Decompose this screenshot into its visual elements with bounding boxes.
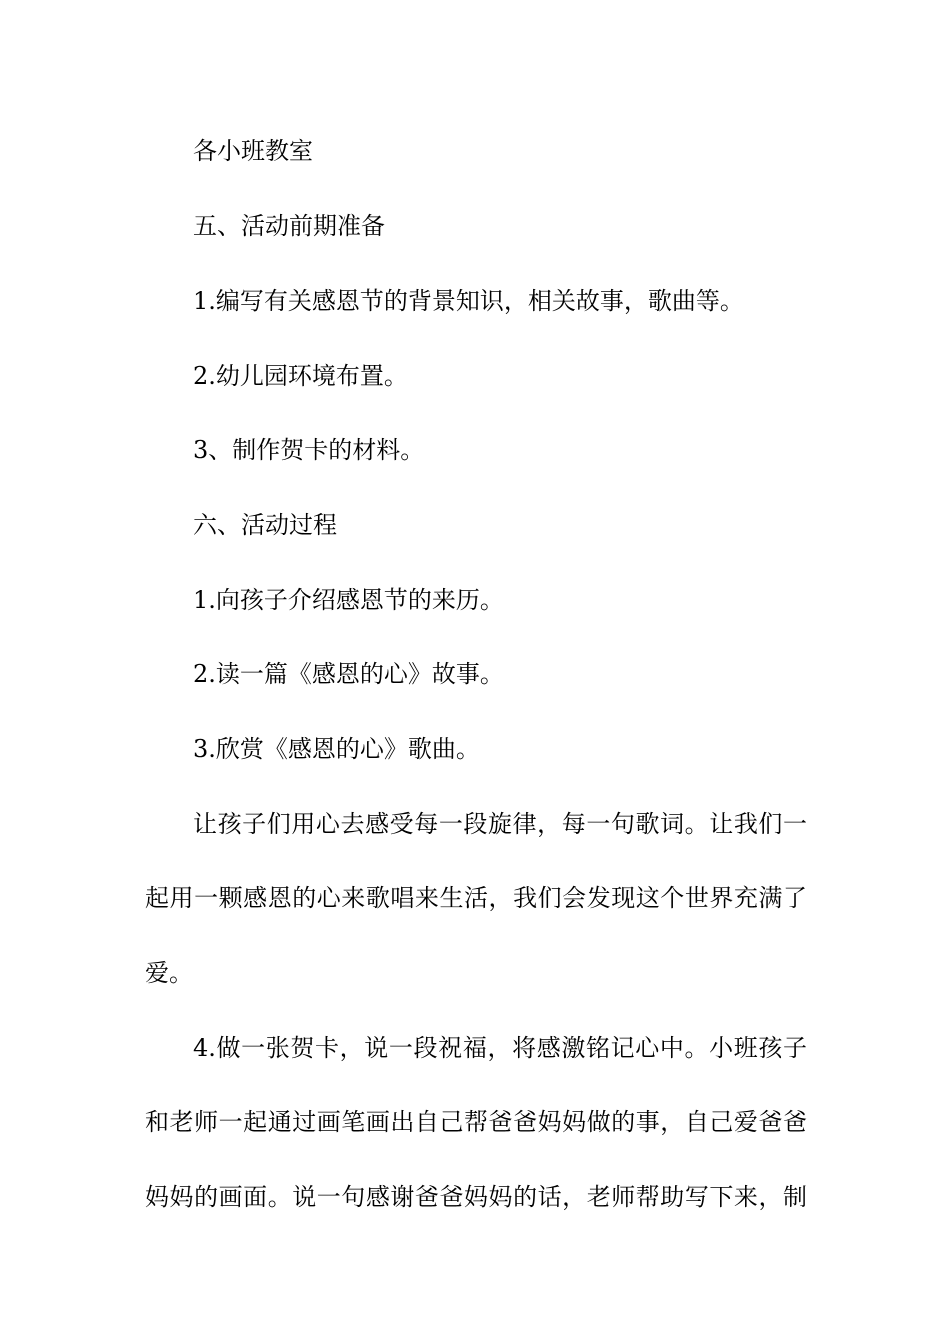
prep-item-1: 1.编写有关感恩节的背景知识，相关故事，歌曲等。	[193, 287, 744, 315]
process-item-3: 3.欣赏《感恩的心》歌曲。	[193, 735, 480, 763]
section-heading-preparation: 五、活动前期准备	[193, 212, 385, 240]
paragraph-line: 让孩子们用心去感受每一段旋律，每一句歌词。让我们一	[193, 810, 807, 838]
paragraph-line: 爱。	[145, 959, 193, 987]
section-heading-process: 六、活动过程	[193, 511, 337, 539]
paragraph-line: 起用一颗感恩的心来歌唱来生活，我们会发现这个世界充满了	[145, 884, 807, 912]
prep-item-2: 2.幼儿园环境布置。	[193, 362, 408, 390]
paragraph-line: 和老师一起通过画笔画出自己帮爸爸妈妈做的事，自己爱爸爸	[145, 1108, 807, 1136]
prep-item-3: 3、制作贺卡的材料。	[193, 436, 425, 464]
paragraph-line: 4.做一张贺卡，说一段祝福，将感激铭记心中。小班孩子	[193, 1034, 807, 1062]
process-item-2: 2.读一篇《感恩的心》故事。	[193, 660, 504, 688]
location-text: 各小班教室	[193, 137, 313, 165]
paragraph-line: 妈妈的画面。说一句感谢爸爸妈妈的话，老师帮助写下来，制	[145, 1183, 807, 1211]
process-item-1: 1.向孩子介绍感恩节的来历。	[193, 586, 504, 614]
